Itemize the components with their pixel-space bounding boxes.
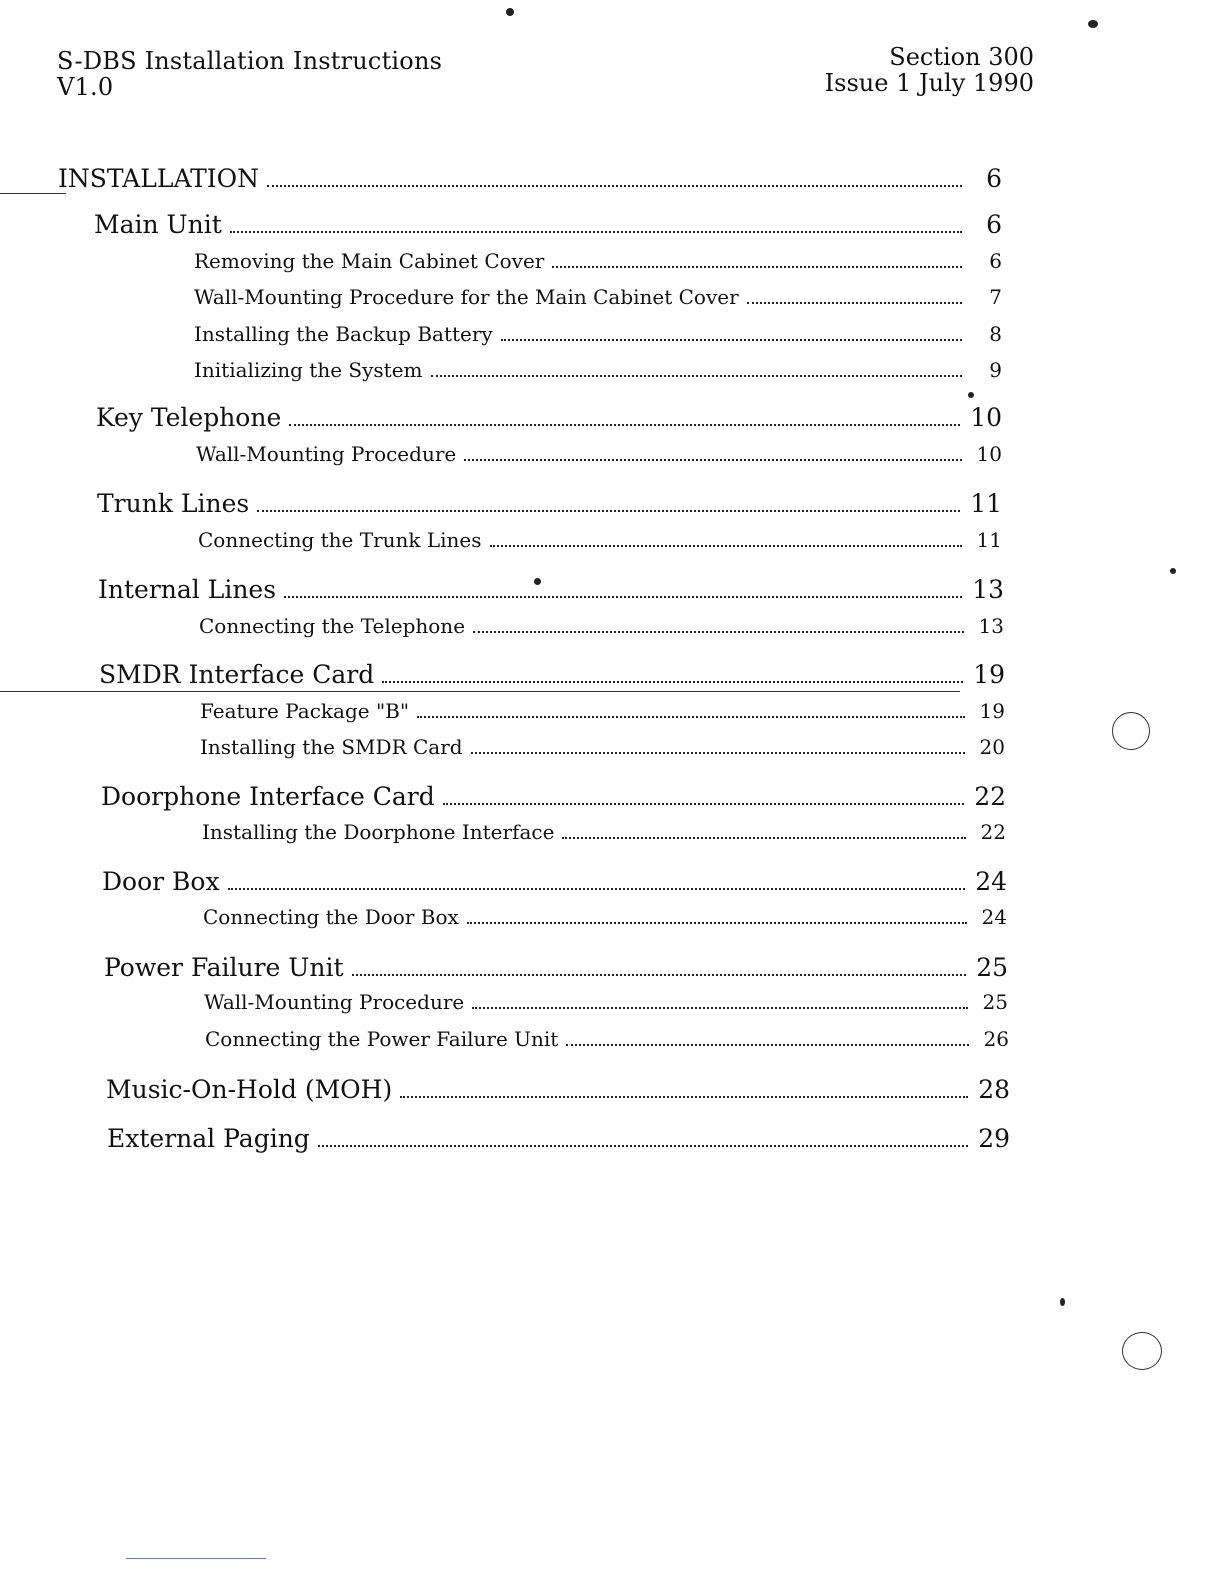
dot-leader [443, 802, 964, 805]
toc-entry-page: 11 [976, 528, 1002, 552]
toc-entry [107, 1124, 1010, 1153]
toc-entry-title: Connecting the Door Box [203, 905, 459, 929]
toc-entry-title: Feature Package "B" [200, 699, 410, 723]
dot-leader [472, 1006, 968, 1009]
toc-entry-title: Wall-Mounting Procedure [204, 990, 465, 1014]
dot-leader [228, 887, 966, 890]
toc-entry-page: 6 [986, 210, 1002, 239]
toc-entry-page: 13 [978, 614, 1004, 638]
dot-leader [467, 921, 967, 924]
dot-leader [464, 458, 962, 461]
toc-entry-page: 10 [970, 403, 1002, 432]
dot-leader [562, 836, 966, 839]
toc-entry [200, 735, 1005, 759]
toc-entry-page: 25 [982, 990, 1008, 1014]
dot-leader [257, 509, 960, 512]
toc-entry-page: 9 [989, 358, 1002, 382]
toc-entry-page: 22 [974, 782, 1006, 811]
toc-entry-page: 8 [989, 322, 1002, 346]
toc-entry [106, 1075, 1010, 1104]
toc-entry [199, 614, 1004, 638]
toc-entry [202, 820, 1006, 844]
toc-entry [102, 867, 1007, 896]
toc-entry [97, 489, 1002, 518]
toc-entry [194, 285, 1002, 309]
toc-entry-page: 25 [976, 953, 1008, 982]
toc-entry [204, 990, 1008, 1014]
toc-entry [94, 210, 1002, 239]
toc-entry-page: 24 [975, 867, 1007, 896]
toc-entry [99, 660, 1005, 689]
toc-entry [203, 905, 1007, 929]
toc-entry-title: INSTALLATION [58, 164, 260, 193]
toc-entry-title: Connecting the Telephone [199, 614, 466, 638]
dot-leader [747, 301, 962, 304]
toc-entry [101, 782, 1006, 811]
toc-entry [104, 953, 1008, 982]
toc-entry-title: Trunk Lines [97, 489, 250, 518]
dot-leader [431, 374, 962, 377]
toc-entry-title: Connecting the Power Failure Unit [205, 1027, 559, 1051]
toc-entry [200, 699, 1005, 723]
toc-entry [198, 528, 1002, 552]
dot-leader [417, 715, 965, 718]
toc-entry-page: 6 [989, 249, 1002, 273]
dot-leader [473, 630, 964, 633]
dot-leader [400, 1095, 968, 1098]
toc-entry [98, 575, 1004, 604]
dot-leader [230, 230, 962, 233]
toc-entry-page: 13 [972, 575, 1004, 604]
toc-entry-title: Music-On-Hold (MOH) [106, 1075, 393, 1104]
toc-entry-page: 11 [970, 489, 1002, 518]
toc-entry-page: 22 [980, 820, 1006, 844]
dot-leader [471, 751, 965, 754]
dot-leader [566, 1043, 969, 1046]
toc-entry-title: Door Box [102, 867, 220, 896]
toc-entry-page: 19 [973, 660, 1005, 689]
toc-entry-title: Initializing the System [194, 358, 423, 382]
toc-entry-page: 28 [978, 1075, 1010, 1104]
toc-entry [194, 249, 1002, 273]
dot-leader [552, 265, 962, 268]
toc-entry-title: Wall-Mounting Procedure [196, 442, 457, 466]
dot-leader [267, 184, 962, 187]
document-title: S-DBS Installation Instructions [57, 47, 443, 75]
toc-entry-page: 6 [986, 164, 1002, 193]
issue-date: Issue 1 July 1990 [824, 69, 1034, 97]
toc-entry-title: Installing the SMDR Card [200, 735, 463, 759]
toc-entry-page: 24 [981, 905, 1007, 929]
toc-entry-page: 10 [976, 442, 1002, 466]
document-version: V1.0 [57, 73, 114, 101]
dot-leader [501, 338, 962, 341]
toc-entry [196, 442, 1002, 466]
toc-entry-page: 19 [979, 699, 1005, 723]
toc-entry-page: 7 [989, 285, 1002, 309]
toc-entry-title: Main Unit [94, 210, 222, 239]
toc-entry-title: Removing the Main Cabinet Cover [194, 249, 545, 273]
toc-entry-title: Power Failure Unit [104, 953, 344, 982]
toc-entry-title: Wall-Mounting Procedure for the Main Cabinet Cover [194, 285, 739, 309]
toc-entry-page: 29 [978, 1124, 1010, 1153]
toc-entry [194, 322, 1002, 346]
toc-entry [58, 164, 1002, 193]
toc-entry-title: Key Telephone [96, 403, 282, 432]
toc-entry [194, 358, 1002, 382]
toc-entry-page: 26 [983, 1027, 1009, 1051]
toc-entry-title: Internal Lines [98, 575, 277, 604]
toc-entry-title: Installing the Doorphone Interface [202, 820, 555, 844]
dot-leader [382, 680, 963, 683]
dot-leader [318, 1144, 968, 1147]
toc-entry [96, 403, 1002, 432]
section-number: Section 300 [889, 43, 1034, 71]
toc-entry-title: Connecting the Trunk Lines [198, 528, 482, 552]
toc-entry-title: External Paging [107, 1124, 310, 1153]
toc-entry [205, 1027, 1009, 1051]
dot-leader [490, 544, 962, 547]
dot-leader [352, 973, 967, 976]
toc-entry-title: SMDR Interface Card [99, 660, 375, 689]
toc-entry-page: 20 [979, 735, 1005, 759]
toc-entry-title: Installing the Backup Battery [194, 322, 493, 346]
dot-leader [289, 423, 960, 426]
dot-leader [284, 595, 962, 598]
toc-entry-title: Doorphone Interface Card [101, 782, 435, 811]
